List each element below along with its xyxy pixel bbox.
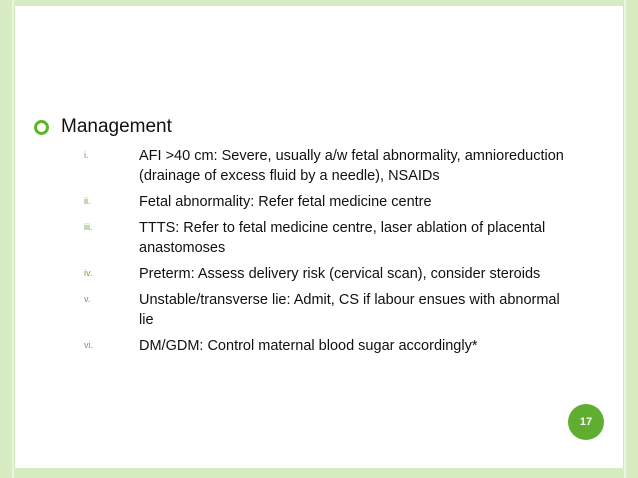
list-item-text: Fetal abnormality: Refer fetal medicine centre (139, 194, 432, 210)
ring-bullet-icon (34, 120, 49, 135)
list-item-number: v. (84, 294, 91, 304)
list-item (84, 146, 564, 186)
list-item (84, 192, 564, 212)
list-item-number: i. (84, 150, 89, 160)
slide-border-bottom (0, 468, 638, 478)
list-item-text: DM/GDM: Control maternal blood sugar accordingly* (139, 338, 478, 354)
page-number: 17 (579, 416, 593, 428)
list-item-text: Preterm: Assess delivery risk (cervical scan), consider steroids (139, 266, 541, 282)
list-item-number: ii. (84, 196, 91, 206)
list-item (84, 290, 564, 330)
list-item-number: vi. (84, 340, 93, 350)
list-item-text: TTTS: Refer to fetal medicine centre, laser ablation of placental anastomoses (139, 220, 546, 256)
heading-row (34, 116, 172, 138)
slide-heading: Management (61, 116, 172, 137)
slide-border-right-line (624, 0, 626, 478)
slide-border-right (626, 0, 638, 478)
list-item (84, 218, 564, 258)
list-item-number: iv. (84, 268, 93, 278)
slide-border-left (0, 0, 12, 478)
list-item-text: Unstable/transverse lie: Admit, CS if labour ensues with abnormal lie (139, 292, 560, 328)
list-item-number: iii. (84, 222, 93, 232)
list-item (84, 336, 564, 356)
page-number-badge (568, 404, 604, 440)
list-item (84, 264, 564, 284)
list-item-text: AFI >40 cm: Severe, usually a/w fetal abnormality, amnioreduction (drainage of excess fluid by a needle), NSAIDs (139, 148, 564, 184)
management-list (84, 146, 564, 362)
